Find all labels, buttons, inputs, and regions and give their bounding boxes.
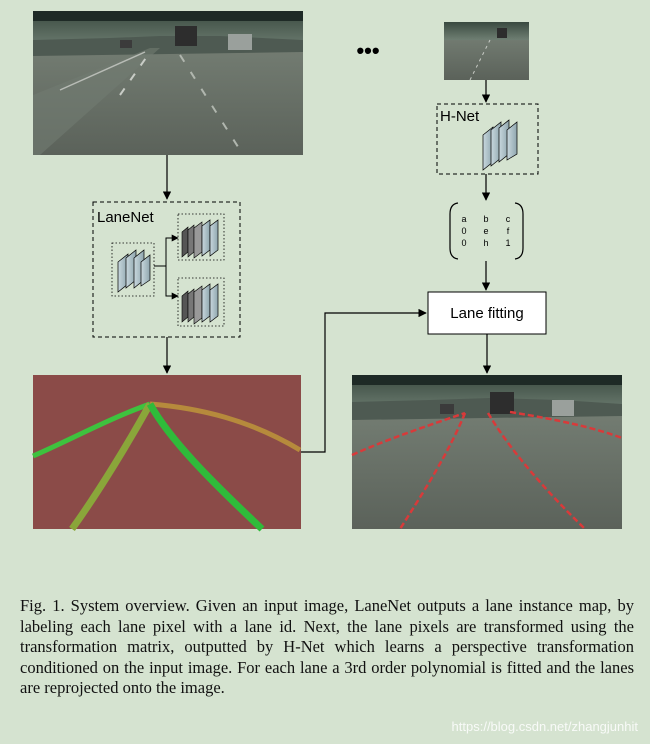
ellipsis-dots: ••• [356,38,380,63]
encoder-layers-icon [118,250,150,292]
hnet-box [437,104,538,174]
decoder-bottom-layers-icon [182,284,218,324]
matrix-cell: e [483,226,489,236]
small-input-image [444,22,529,80]
lane-instance-map [33,375,301,529]
matrix-cell: f [506,226,510,236]
input-road-image [33,11,303,155]
lane-fitting-box [428,292,546,334]
transformation-matrix [450,203,523,259]
lanenet-label: LaneNet [97,209,154,226]
matrix-cell: 0 [461,226,467,236]
output-road-image [352,375,622,529]
lanenet-box [93,202,240,337]
hnet-label: H-Net [440,108,480,125]
watermark: https://blog.csdn.net/zhangjunhit [451,719,638,734]
figure-caption: Fig. 1. System overview. Given an input image, LaneNet outputs a lane instance map, by labeling each lane pixel with a lane id. Next, the lane pixels are transformed using the transformation matrix, outputted by H-Net which learns a perspective transformation conditioned on the input image. For each lane a 3rd order polynomial is fitted and the lanes are reprojected onto the image. [20,596,634,698]
matrix-cell: a [461,214,467,224]
decoder-top-layers-icon [182,220,218,258]
matrix-cell: h [483,238,489,248]
matrix-cell: c [505,214,511,224]
lane-fitting-label: Lane fitting [450,305,524,322]
matrix-cell: b [483,214,489,224]
hnet-layers-icon [483,120,517,170]
matrix-cell: 0 [461,238,467,248]
matrix-cell: 1 [505,238,511,248]
